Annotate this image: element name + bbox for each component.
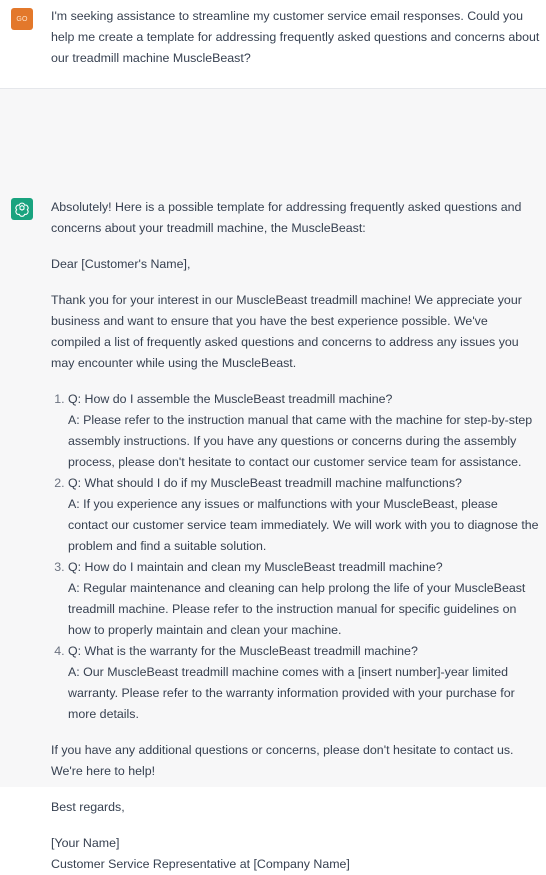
faq-item bbox=[68, 389, 540, 473]
faq-question: 2. Q: What should I do if my MuscleBeast treadmill machine malfunctions? bbox=[68, 476, 462, 490]
faq-item bbox=[68, 473, 540, 557]
user-avatar: GO bbox=[11, 8, 33, 30]
user-message-text: I'm seeking assistance to streamline my customer service email responses. Could you help me create a template for addressing frequently asked questions and concerns about our treadmill machine MuscleBeast? bbox=[51, 9, 540, 65]
closing-paragraph: If you have any additional questions or concerns, please don't hesitate to contact us. We're here to help! bbox=[51, 743, 514, 778]
faq-answer: A: Regular maintenance and cleaning can help prolong the life of your MuscleBeast treadmill machine. Please refer to the instruction manual for specific guidelines on how to properly maintain and clean your machine. bbox=[68, 581, 526, 637]
faq-question: 4. Q: What is the warranty for the MuscleBeast treadmill machine? bbox=[68, 644, 418, 658]
faq-question: 3. Q: How do I maintain and clean my MuscleBeast treadmill machine? bbox=[68, 560, 443, 574]
greeting-line: Dear [Customer's Name], bbox=[51, 257, 191, 271]
faq-answer: A: Please refer to the instruction manual that came with the machine for step-by-step assembly instructions. If you have any questions or concerns during the assembly process, please don't hesitate to contact our customer service team for assistance. bbox=[68, 413, 533, 469]
assistant-message-block bbox=[0, 89, 546, 871]
faq-question: 1. Q: How do I assemble the MuscleBeast treadmill machine? bbox=[68, 392, 393, 406]
assistant-message-text bbox=[51, 197, 540, 875]
signature-block bbox=[51, 833, 540, 875]
faq-item bbox=[68, 557, 540, 641]
signoff-line: Best regards, bbox=[51, 800, 125, 814]
signature-title: Customer Service Representative at [Company Name] bbox=[51, 857, 350, 871]
faq-list bbox=[51, 389, 540, 725]
user-message-block bbox=[0, 0, 546, 89]
body-paragraph: Thank you for your interest in our MuscleBeast treadmill machine! We appreciate your business and want to ensure that you have the best experience possible. We've compiled a list of frequently asked questions and concerns to address any issues you may encounter while using the MuscleBeast. bbox=[51, 293, 522, 370]
intro-paragraph: Absolutely! Here is a possible template for addressing frequently asked questions and concerns about your treadmill machine, the MuscleBeast: bbox=[51, 200, 522, 235]
signature-name: [Your Name] bbox=[51, 836, 120, 850]
assistant-avatar bbox=[11, 198, 33, 220]
faq-answer: A: Our MuscleBeast treadmill machine comes with a [insert number]-year limited warranty. Please refer to the warranty information provided with your purchase for more details. bbox=[68, 665, 515, 721]
openai-logo-icon bbox=[14, 201, 30, 217]
faq-item bbox=[68, 641, 540, 725]
faq-answer: A: If you experience any issues or malfunctions with your MuscleBeast, please contact our customer service team immediately. We will work with you to diagnose the problem and find a suitable solution. bbox=[68, 497, 539, 553]
